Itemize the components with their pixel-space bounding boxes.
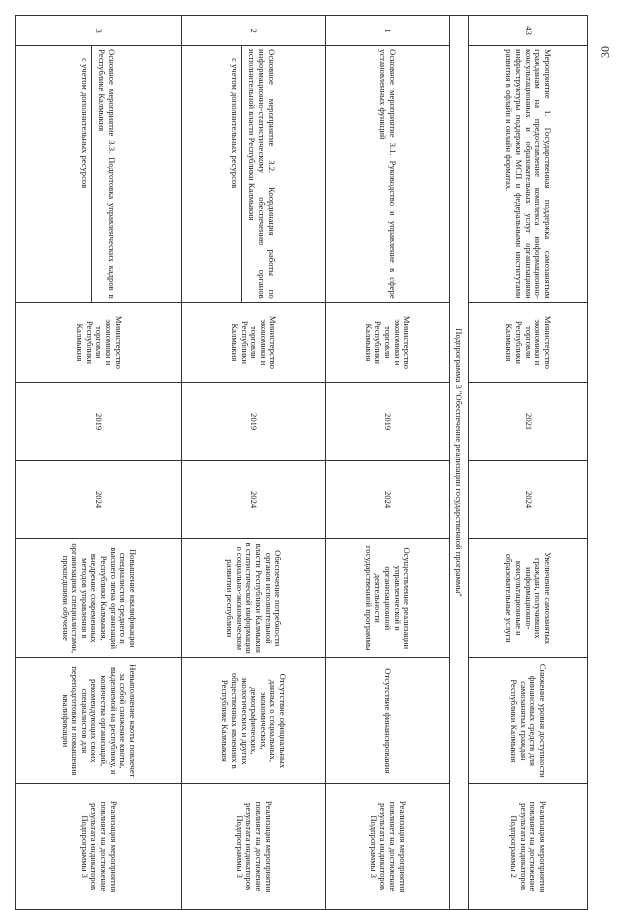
table-row: [16, 16, 182, 910]
expected-result: Повышение квалификации специалистов среднего и высшего звена организаций Республики Калмыкия, внедрение современных методов управления в организациях специалистами, прошедшими обучение: [16, 539, 182, 658]
row-number: 43: [468, 16, 587, 46]
start-year: 2019: [181, 383, 325, 461]
executor: Министерство экономики и торговли Республики Калмыкия: [16, 302, 182, 382]
expected-result: Обеспечение потребности органов исполнительной власти Республики Калмыкия в статистической информации о социально-экономическом развитии республики: [181, 539, 325, 658]
activity-name: Основное мероприятие 3.3. Подготовка управленческих кадров в Республике Калмыкия: [97, 49, 117, 299]
activity-name: Основное мероприятие 3.1. Руководство и управление в сфере установленных функций: [325, 46, 449, 303]
additional-resources-note: с учетом дополнительных ресурсов: [79, 46, 92, 302]
row-number: 3: [16, 16, 182, 46]
non-implementation-consequence: Снижение уровня доступности финансовых средств для самозанятых граждан Республики Калмыкия: [468, 658, 587, 784]
end-year: 2024: [325, 461, 449, 539]
start-year: 2019: [325, 383, 449, 461]
table-row: [325, 16, 449, 910]
executor: Министерство экономики и торговли Республики Калмыкия: [325, 302, 449, 382]
non-implementation-consequence: Отсутствие финансирования: [325, 658, 449, 784]
expected-result: Осуществление реализации управленческой и организационной деятельности государственной программы: [325, 539, 449, 658]
end-year: 2024: [181, 461, 325, 539]
activity-name: Мероприятие 1. Государственная поддержка самозанятым гражданам на предоставление комплекса информационно-консультационных и образовательных услуг организациями инфраструктуры поддержки МСП и федеральными институтами развития в офлайн и онлайн форматах.: [468, 46, 587, 303]
subprogram-header-row: [449, 16, 468, 910]
row-number: 2: [181, 16, 325, 46]
program-activities-table: [15, 15, 588, 910]
non-implementation-consequence: Отсутствие официальных данных о социальных, экономических, демографических, экологических и других общественных явлениях в Республике Калмыкия: [181, 658, 325, 784]
table-row: [468, 16, 587, 910]
end-year: 2024: [468, 461, 587, 539]
indicator-link: Реализация мероприятия повлияет на достижение результата индикаторов Подпрограммы 2: [468, 784, 587, 910]
additional-resources-note: с учетом дополнительных ресурсов: [229, 46, 242, 302]
non-implementation-consequence: Невыполнение квоты повлечет за собой снижение квоты, выделяемой на республику, и количества организаций, рекомендующих своих специалистов для переподготовки и повышения квалификации: [16, 658, 182, 784]
start-year: 2019: [16, 383, 182, 461]
rotated-table-container: [15, 15, 588, 910]
row-number: 1: [325, 16, 449, 46]
executor: Министерство экономики и торговли Республики Калмыкия: [181, 302, 325, 382]
indicator-link: Реализация мероприятия повлияет на достижение результата индикаторов Подпрограммы 3: [16, 784, 182, 910]
indicator-link: Реализация мероприятия повлияет на достижение результата индикаторов Подпрограммы 3: [325, 784, 449, 910]
table-row: [181, 16, 325, 910]
expected-result: Увеличение самозанятых граждан, получивших информационно-консультационные и образовательные услуги: [468, 539, 587, 658]
executor: Министерство экономики и торговли Республики Калмыкия: [468, 302, 587, 382]
activity-name: Основное мероприятие 3.2. Координация работы по информационно-статистическому обеспечению органов исполнительной власти Республики Калмыкия: [247, 49, 277, 299]
indicator-link: Реализация мероприятия повлияет на достижение результата индикаторов Подпрограммы 3: [181, 784, 325, 910]
start-year: 2021: [468, 383, 587, 461]
subprogram-title: Подпрограмма 3 "Обеспечение реализации государственной программы": [449, 16, 468, 910]
page-number: 30: [598, 46, 612, 58]
end-year: 2024: [16, 461, 182, 539]
